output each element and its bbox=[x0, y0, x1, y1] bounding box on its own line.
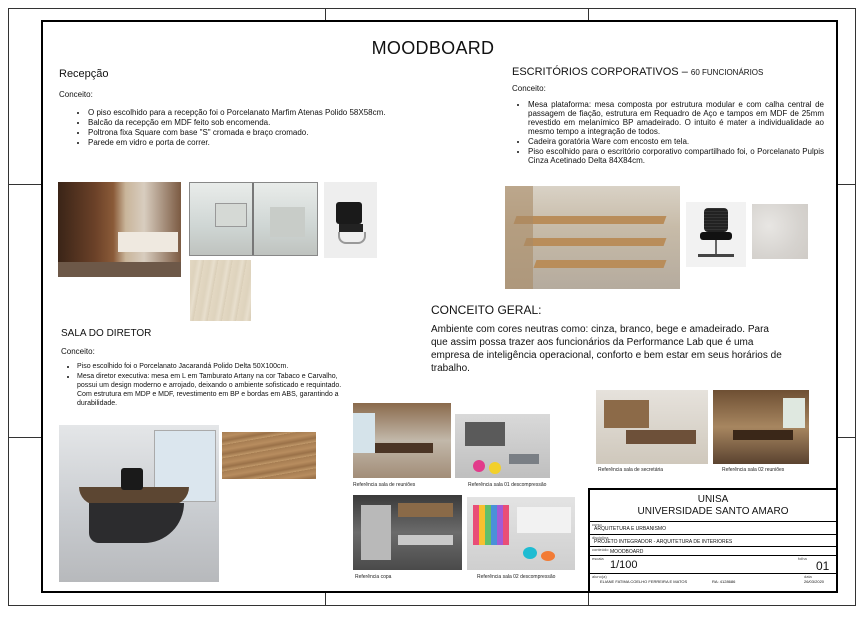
margin-tick bbox=[588, 8, 589, 20]
divider bbox=[590, 573, 836, 574]
margin-tick bbox=[8, 184, 41, 185]
data-label: data bbox=[804, 574, 812, 579]
caption-secretaria: Referência sala de secretária bbox=[598, 467, 664, 473]
university-line-2: UNIVERSIDADE SANTO AMARO bbox=[637, 506, 789, 517]
sala-diretor-bullets bbox=[61, 362, 355, 409]
conceito-geral-heading: CONCEITO GERAL: bbox=[431, 303, 542, 317]
title-block bbox=[588, 488, 838, 593]
university-name bbox=[590, 494, 836, 518]
conceito-geral-text: Ambiente com cores neutras como: cinza, branco, bege e amadeirado. Para que assim possa trazer aos funcionários da Performance Lab que é uma empresa de inteligência operacional, conforto e bem estar em seus horários de trabalho. bbox=[431, 324, 782, 374]
escritorios-heading-small: 60 FUNCIONÁRIOS bbox=[690, 68, 764, 77]
meeting-room-photo bbox=[353, 403, 451, 478]
list-item: • Parede em vidro e porta de correr. bbox=[88, 138, 398, 147]
margin-tick bbox=[325, 8, 326, 20]
list-item: • Cadeira goratória Ware com encosto em tela. bbox=[528, 137, 824, 146]
gray-porcelain-sample bbox=[752, 204, 808, 259]
ra-value: RA: 4128686 bbox=[712, 579, 736, 584]
curso-label: curso bbox=[592, 522, 602, 527]
escritorios-conceito-label: Conceito: bbox=[512, 84, 546, 93]
divider bbox=[590, 521, 836, 522]
list-item: • Mesa plataforma: mesa composta por estrutura modular e com calha central de passagem de fiação, estrutura em Requadro de Aço e tampos em MDF de 25mm revestido em melanímico BP amadeirado. O intuito é mater a individualidade ao mesmo tempo a integração de todos. bbox=[528, 100, 824, 136]
escritorios-heading-text: ESCRITÓRIOS CORPORATIVOS – bbox=[512, 66, 688, 78]
meeting-room-2-photo bbox=[713, 390, 809, 464]
margin-tick bbox=[838, 184, 856, 185]
disciplina-label: disciplina bbox=[592, 535, 609, 540]
escala-value: 1/100 bbox=[610, 559, 638, 571]
director-office-photo bbox=[59, 425, 219, 582]
office-chair-photo bbox=[686, 202, 746, 267]
escala-label: escala bbox=[592, 556, 604, 561]
list-item: • Balcão da recepção em MDF feito sob encomenda. bbox=[88, 118, 398, 127]
divider bbox=[590, 546, 836, 547]
secretary-room-photo bbox=[596, 390, 708, 464]
caption-descompressao-2: Referência sala 02 descompressão bbox=[477, 574, 556, 580]
office-platform-photo bbox=[505, 186, 680, 289]
recepcao-bullets bbox=[72, 108, 398, 148]
kitchen-photo bbox=[353, 495, 462, 570]
university-line-1: UNISA bbox=[697, 494, 729, 505]
glass-wall-photo bbox=[189, 182, 318, 256]
list-item: • O piso escolhido para a recepção foi o Porcelanato Marfim Atenas Polido 58X58cm. bbox=[88, 108, 398, 117]
decompression-room-2-photo bbox=[467, 497, 575, 570]
list-item: • Poltrona fixa Square com base "S" cromada e braço cromado. bbox=[88, 128, 398, 137]
caption-reunioes-2: Referência sala 02 reuniões bbox=[722, 467, 785, 473]
recepcao-photo bbox=[58, 182, 181, 277]
recepcao-conceito-label: Conceito: bbox=[59, 90, 93, 99]
margin-tick bbox=[838, 437, 856, 438]
page-title: MOODBOARD bbox=[371, 38, 495, 58]
margin-tick bbox=[8, 437, 41, 438]
curso-value: ARQUITETURA E URBANISMO bbox=[594, 526, 666, 532]
margin-tick bbox=[325, 593, 326, 606]
aluno-label: aluno(a) bbox=[592, 574, 607, 579]
list-item: • Piso escolhido para o escritório corporativo compartilhado foi, o Porcelanato Pulpis Cinza Acetinado Delta 84X84cm. bbox=[528, 147, 824, 165]
caption-copa: Referência copa bbox=[355, 574, 392, 580]
caption-reunioes: Referência sala de reuniões bbox=[353, 482, 416, 488]
caption-descompressao-1: Referência sala 01 descompressão bbox=[468, 482, 547, 488]
margin-tick bbox=[588, 593, 589, 606]
recepcao-heading: Recepção bbox=[59, 68, 109, 80]
folha-label: folha bbox=[798, 556, 807, 561]
folha-value: 01 bbox=[816, 559, 830, 573]
divider bbox=[590, 534, 836, 535]
disciplina-value: PROJETO INTEGRADOR - ARQUITETURA DE INTERIORES bbox=[594, 539, 733, 545]
decompression-room-1-photo bbox=[455, 414, 550, 478]
sala-diretor-conceito-label: Conceito: bbox=[61, 347, 95, 356]
armchair-photo bbox=[324, 182, 377, 258]
jacaranda-floor-sample bbox=[222, 432, 316, 479]
sala-diretor-heading: SALA DO DIRETOR bbox=[61, 328, 152, 339]
conteudo-value: MOODBOARD bbox=[610, 549, 644, 555]
escritorios-bullets bbox=[512, 100, 824, 166]
aluno-value: ELIANE FATIMA COELHO FERREIRA E MATOS bbox=[600, 579, 688, 584]
porcelain-floor-sample bbox=[190, 260, 251, 321]
escritorios-heading bbox=[512, 66, 763, 78]
list-item: • Mesa diretor executiva: mesa em L em Tamburato Artany na cor Tabaco e Carvalho, possui um design moderno e arrojado, deixando o ambiente sofisticado e requintado. Com estrutura em MDP e MDF, revestimento em BP e bordas em ABS, garantindo a durabilidade. bbox=[77, 372, 355, 408]
conteudo-label: conteúdo bbox=[592, 547, 609, 552]
data-value: 26/03/2020 bbox=[804, 579, 825, 584]
list-item: • Piso escolhido foi o Porcelanato Jacarandá Polido Delta 50X100cm. bbox=[77, 362, 355, 371]
